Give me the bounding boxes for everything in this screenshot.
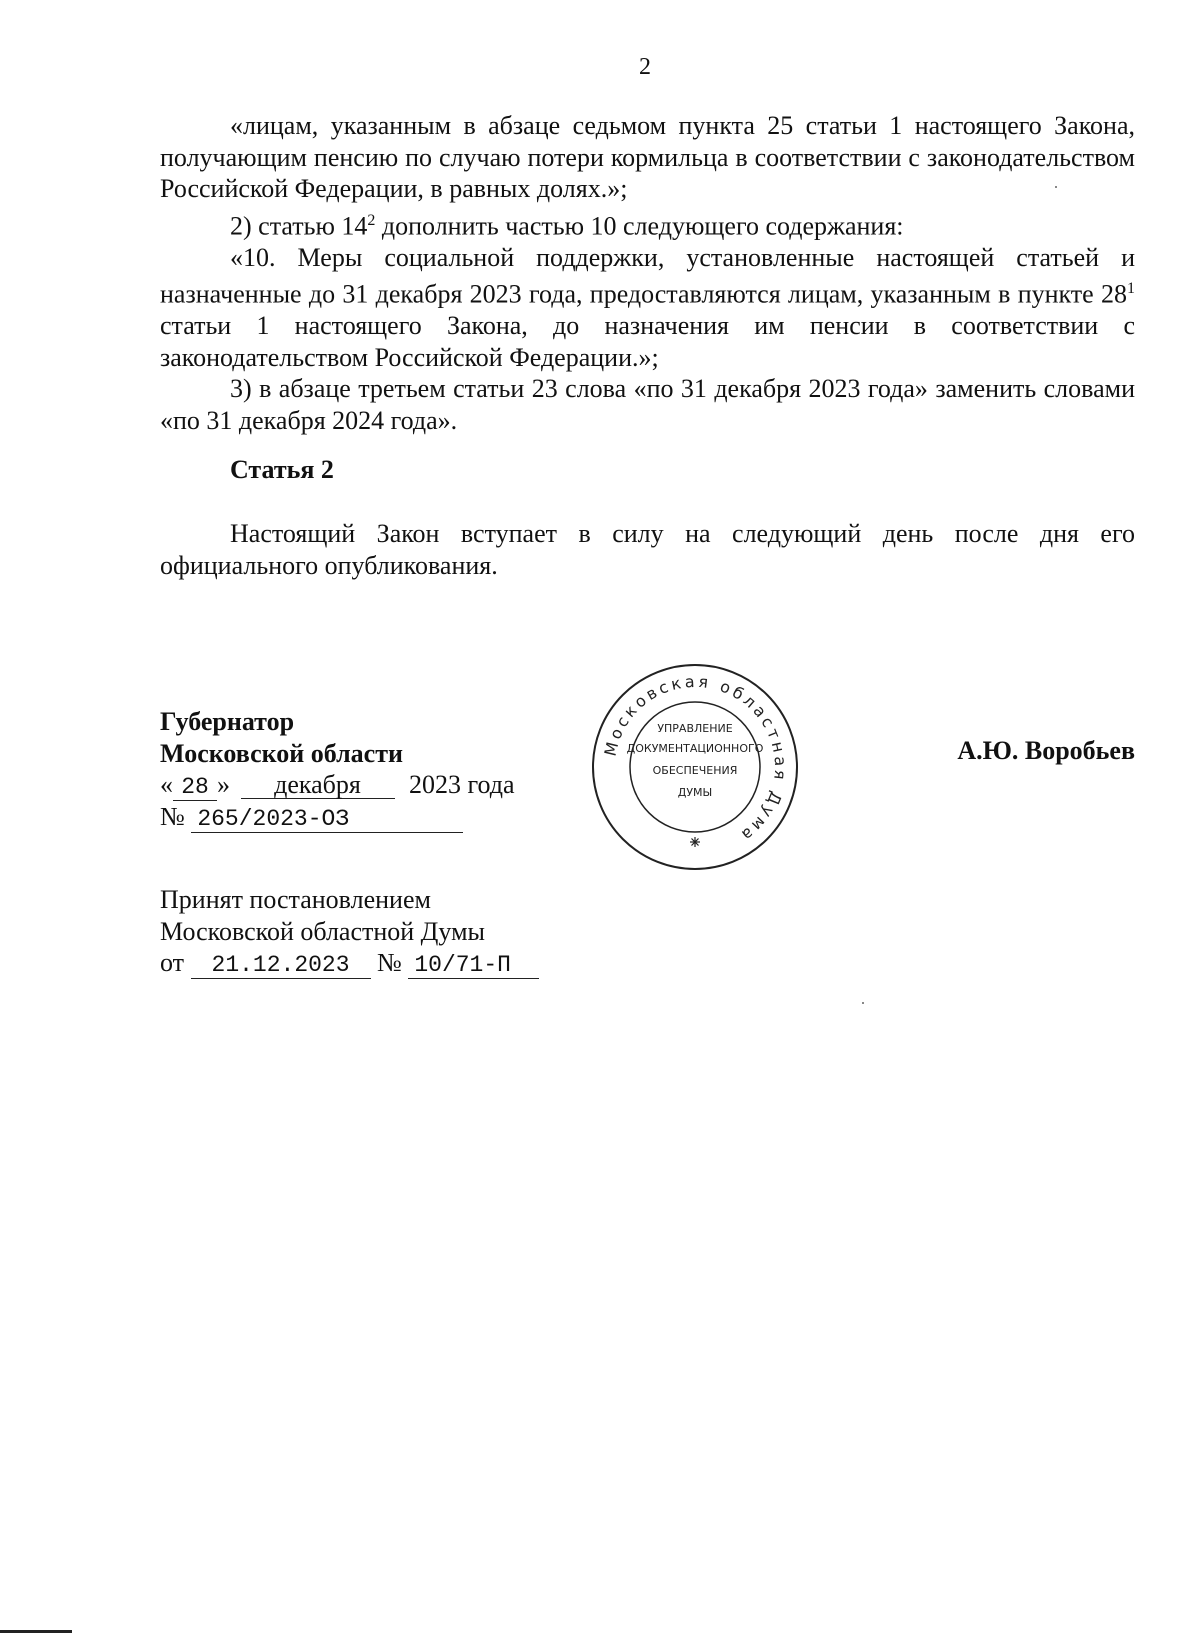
part-10-prefix: «10. Меры социальной поддержки, установленные настоящей статьей и назначенные до 31 декабря 2023 года, предоставляются лицам, указанным в пункте 28 bbox=[160, 242, 1135, 309]
adoption-number-label: № bbox=[377, 948, 402, 977]
governor-title-line2: Московской области bbox=[160, 738, 403, 768]
date-day-field: 28 bbox=[173, 774, 217, 801]
adoption-line1: Принят постановлением bbox=[160, 885, 431, 914]
governor-title-line1: Губернатор bbox=[160, 707, 295, 736]
signer-name: А.Ю. Воробьев bbox=[957, 736, 1135, 765]
amendment-item-3: 3) в абзаце третьем статьи 23 слова «по 31 декабря 2023 года» заменить словами «по 31 декабря 2024 года». bbox=[160, 374, 1135, 435]
scan-speck bbox=[862, 1002, 864, 1004]
amendment-item-2-prefix: 2) статью 14 bbox=[230, 211, 368, 241]
stamp-center-line3: ОБЕСПЕЧЕНИЯ bbox=[652, 764, 738, 777]
stamp-center-line4: ДУМЫ bbox=[677, 786, 713, 799]
part-10-superscript: 1 bbox=[1127, 280, 1135, 298]
part-10-text bbox=[160, 242, 1135, 374]
stamp-star-icon bbox=[690, 837, 700, 847]
official-stamp bbox=[590, 662, 800, 872]
law-number-line bbox=[160, 801, 590, 833]
date-month-field: декабря bbox=[241, 772, 395, 799]
date-close-quote: » bbox=[217, 770, 230, 799]
stamp-center-line2: ДОКУМЕНТАЦИОННОГО bbox=[626, 742, 764, 755]
signature-block bbox=[160, 706, 590, 833]
article-2-text: Настоящий Закон вступает в силу на следующий день после дня его официального опубликования. bbox=[160, 519, 1135, 580]
article-2-heading: Статья 2 bbox=[230, 455, 334, 484]
signature-date-line bbox=[160, 769, 590, 801]
stamp-center-line1: УПРАВЛЕНИЕ bbox=[657, 722, 733, 735]
page-number: 2 bbox=[639, 54, 651, 80]
article-2-block bbox=[160, 518, 1135, 581]
stamp-ring-text: Московская областная Дума bbox=[600, 671, 791, 847]
amendment-item-2-suffix: дополнить частью 10 следующего содержания: bbox=[375, 211, 904, 241]
amendment-item-2 bbox=[160, 205, 1135, 242]
amendment-text-block bbox=[160, 110, 1135, 436]
part-10-suffix: статьи 1 настоящего Закона, до назначения им пенсии в соответствии с законодательством Российской Федерации.»; bbox=[160, 311, 1135, 372]
date-year: 2023 года bbox=[409, 770, 515, 799]
law-number-field: 265/2023-ОЗ bbox=[191, 806, 463, 833]
adoption-date-field: 21.12.2023 bbox=[191, 952, 371, 979]
adoption-from-label: от bbox=[160, 948, 185, 977]
amendment-item-2-superscript: 2 bbox=[367, 211, 376, 229]
adoption-date-line bbox=[160, 947, 590, 979]
adoption-block bbox=[160, 884, 590, 979]
date-open-quote: « bbox=[160, 770, 173, 799]
adoption-line2: Московской областной Думы bbox=[160, 916, 485, 946]
law-number-label: № bbox=[160, 802, 185, 831]
scan-speck bbox=[1055, 186, 1057, 188]
adoption-number-field: 10/71-П bbox=[408, 952, 539, 979]
quoted-paragraph: «лицам, указанным в абзаце седьмом пункта 25 статьи 1 настоящего Закона, получающим пенсию по случаю потери кормильца в соответствии с законодательством Российской Федерации, в равных долях.»; bbox=[160, 111, 1135, 203]
